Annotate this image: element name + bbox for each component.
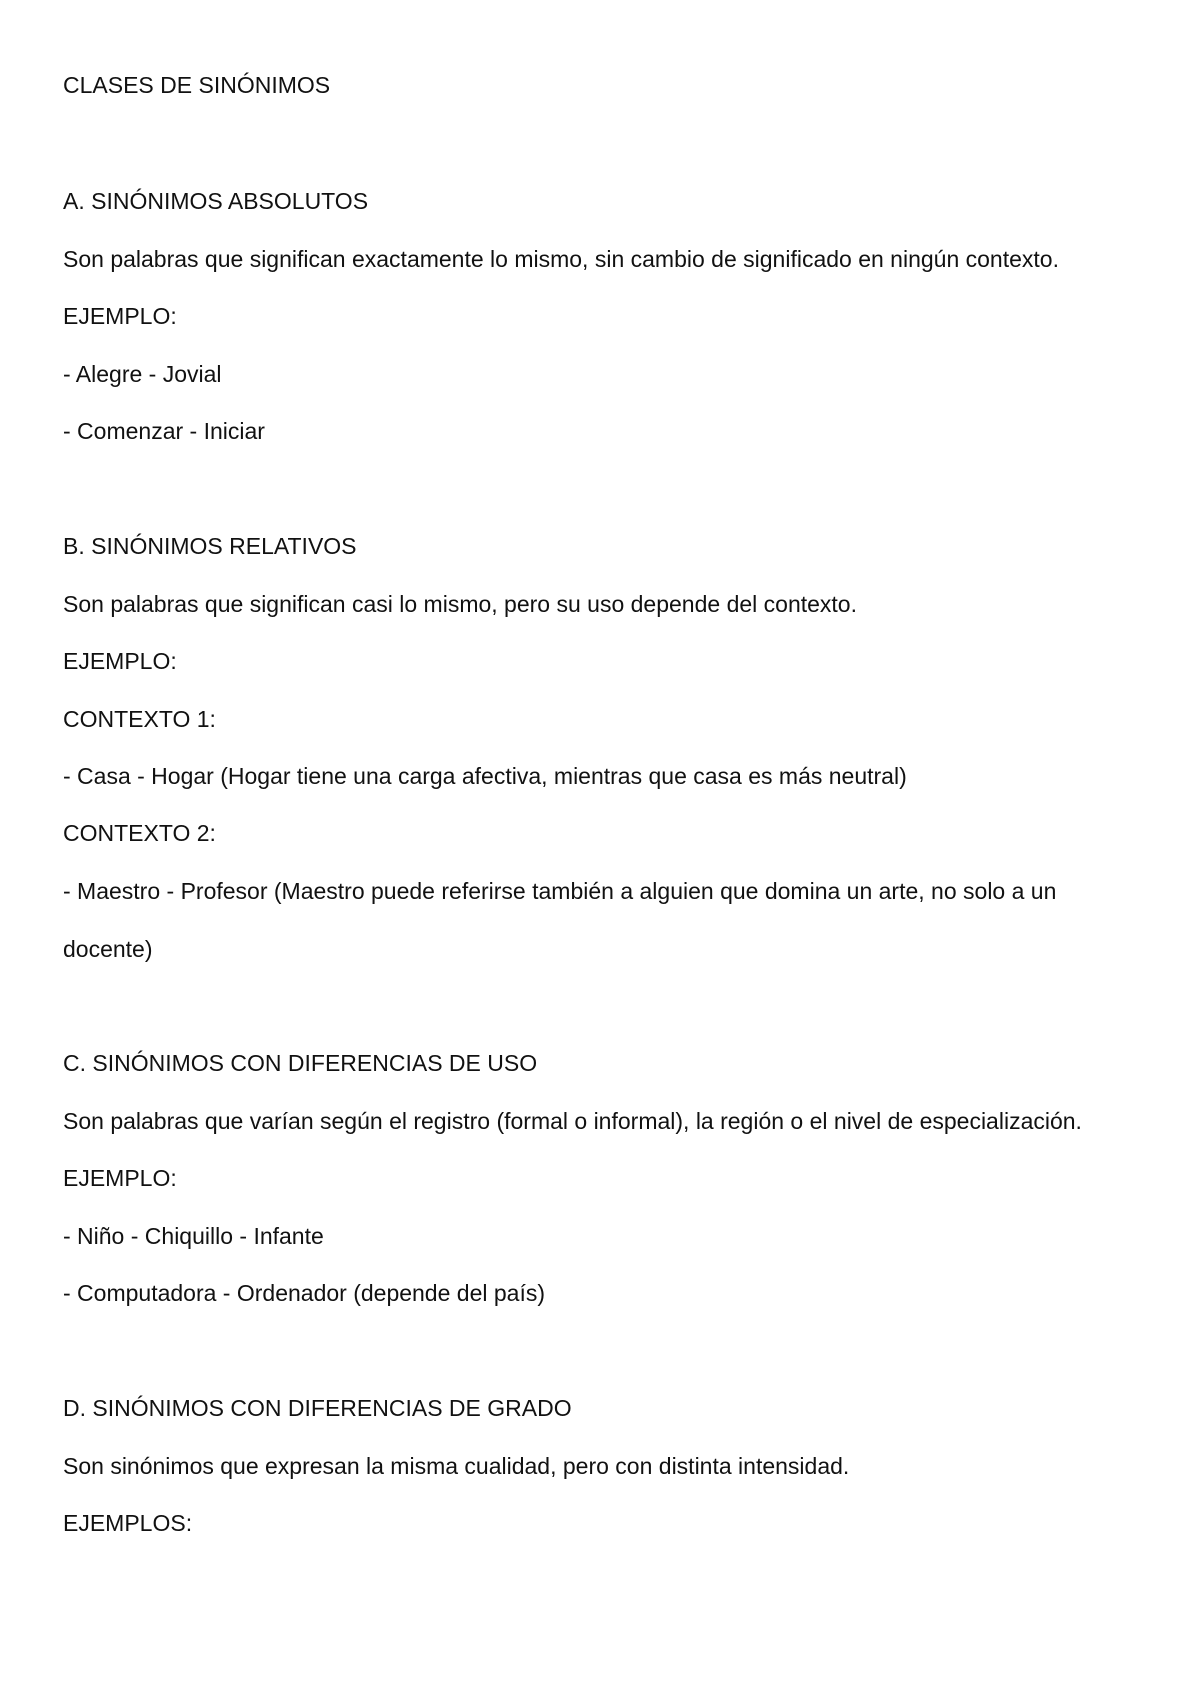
section-b-context-1-example: - Casa - Hogar (Hogar tiene una carga afectiva, mientras que casa es más neutral) bbox=[63, 763, 907, 789]
section-b-context-2-label: CONTEXTO 2: bbox=[63, 820, 216, 846]
section-a-example-2: - Comenzar - Iniciar bbox=[63, 418, 265, 444]
section-b-context-2-example-continued: docente) bbox=[63, 936, 153, 962]
section-a-definition: Son palabras que significan exactamente lo mismo, sin cambio de significado en ningún contexto. bbox=[63, 246, 1059, 272]
section-b-heading: B. SINÓNIMOS RELATIVOS bbox=[63, 533, 357, 559]
section-c-definition: Son palabras que varían según el registro (formal o informal), la región o el nivel de especialización. bbox=[63, 1108, 1082, 1134]
section-d-example-label: EJEMPLOS: bbox=[63, 1510, 193, 1536]
section-d-definition: Son sinónimos que expresan la misma cualidad, pero con distinta intensidad. bbox=[63, 1453, 850, 1479]
section-b-context-1-label: CONTEXTO 1: bbox=[63, 706, 216, 732]
section-a-example-label: EJEMPLO: bbox=[63, 303, 177, 329]
section-d-heading: D. SINÓNIMOS CON DIFERENCIAS DE GRADO bbox=[63, 1395, 572, 1421]
section-c-heading: C. SINÓNIMOS CON DIFERENCIAS DE USO bbox=[63, 1050, 538, 1076]
section-a-heading: A. SINÓNIMOS ABSOLUTOS bbox=[63, 188, 369, 214]
section-c-example-1: - Niño - Chiquillo - Infante bbox=[63, 1223, 324, 1249]
section-b-definition: Son palabras que significan casi lo mismo, pero su uso depende del contexto. bbox=[63, 591, 857, 617]
section-b-context-2-example: - Maestro - Profesor (Maestro puede referirse también a alguien que domina un arte, no solo a un bbox=[63, 878, 1057, 904]
section-c-example-label: EJEMPLO: bbox=[63, 1165, 177, 1191]
section-b-example-label: EJEMPLO: bbox=[63, 648, 177, 674]
section-c-example-2: - Computadora - Ordenador (depende del país) bbox=[63, 1280, 546, 1306]
section-a-example-1: - Alegre - Jovial bbox=[63, 361, 222, 387]
document-title: CLASES DE SINÓNIMOS bbox=[63, 72, 331, 98]
